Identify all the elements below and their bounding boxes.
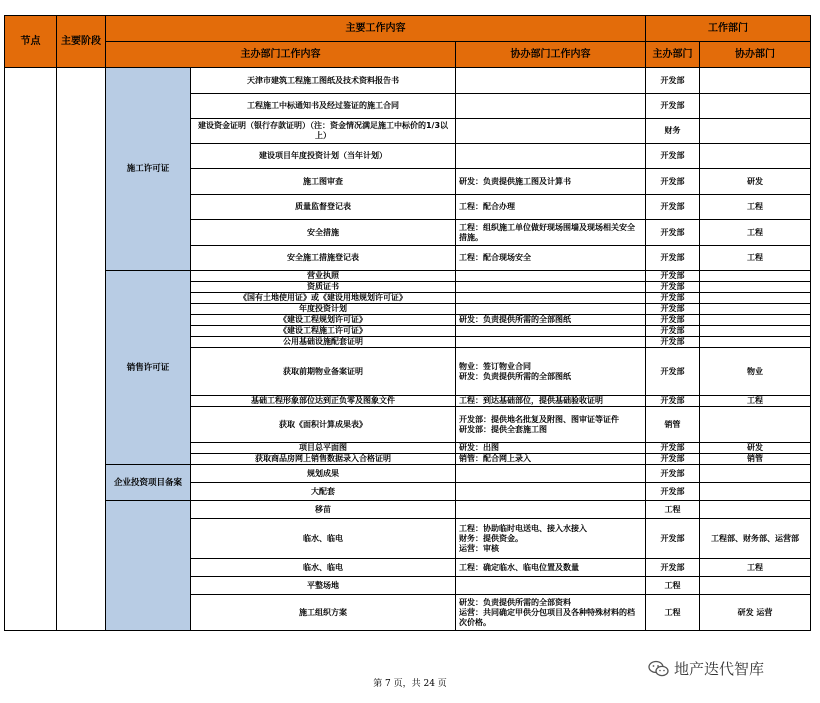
main-dept-cell: 开发部	[646, 68, 700, 94]
header-coop-work: 协办部门工作内容	[456, 42, 646, 68]
table-row	[5, 465, 811, 483]
watermark-text: 地产迭代智库	[674, 660, 765, 678]
coop-work-cell: 开发部：提供地名批复及附图、图审证等证件 研发部：提供全套施工图	[456, 407, 646, 443]
coop-work-cell	[456, 465, 646, 483]
coop-dept-cell: 工程	[700, 559, 811, 577]
coop-dept-cell	[700, 407, 811, 443]
coop-work-cell: 工程：组织施工单位做好现场围墙及现场相关安全措施。	[456, 220, 646, 246]
main-work-cell: 《建设工程规划许可证》	[191, 315, 456, 326]
main-dept-cell: 开发部	[646, 94, 700, 119]
main-work-cell: 临水、临电	[191, 559, 456, 577]
main-dept-cell: 开发部	[646, 337, 700, 348]
main-dept-cell: 开发部	[646, 144, 700, 169]
main-dept-cell: 开发部	[646, 304, 700, 315]
main-work-cell: 大配套	[191, 483, 456, 501]
main-dept-cell: 开发部	[646, 315, 700, 326]
main-dept-cell: 开发部	[646, 220, 700, 246]
coop-work-cell: 销管：配合网上录入	[456, 454, 646, 465]
main-work-cell: 获取前期物业备案证明	[191, 348, 456, 396]
coop-dept-cell	[700, 271, 811, 282]
coop-work-cell	[456, 68, 646, 94]
main-dept-cell: 工程	[646, 501, 700, 519]
coop-dept-cell	[700, 94, 811, 119]
main-dept-cell: 开发部	[646, 169, 700, 195]
wechat-icon	[648, 660, 670, 678]
coop-dept-cell	[700, 68, 811, 94]
coop-dept-cell: 研发	[700, 169, 811, 195]
coop-work-cell	[456, 282, 646, 293]
coop-dept-cell: 研发	[700, 443, 811, 454]
main-work-cell: 资质证书	[191, 282, 456, 293]
coop-work-cell	[456, 293, 646, 304]
node-stage-cell	[57, 68, 106, 631]
main-dept-cell: 开发部	[646, 519, 700, 559]
main-work-cell: 《国有土地使用证》或《建设用地规划许可证》	[191, 293, 456, 304]
main-work-cell: 工程施工中标通知书及经过鉴证的施工合同	[191, 94, 456, 119]
coop-work-cell	[456, 577, 646, 595]
coop-work-cell: 工程：配合现场安全	[456, 246, 646, 271]
coop-dept-cell	[700, 577, 811, 595]
watermark	[648, 658, 764, 679]
header-main-work: 主办部门工作内容	[106, 42, 456, 68]
main-work-cell: 基础工程形象部位达到正负零及图象文件	[191, 396, 456, 407]
main-work-cell: 建设资金证明（银行存款证明）（注：资金情况满足施工中标价的1/3以上）	[191, 119, 456, 144]
coop-dept-cell: 工程	[700, 246, 811, 271]
main-dept-cell: 开发部	[646, 465, 700, 483]
coop-work-cell	[456, 337, 646, 348]
coop-work-cell	[456, 271, 646, 282]
main-work-cell: 临水、临电	[191, 519, 456, 559]
coop-work-cell: 工程：确定临水、临电位置及数量	[456, 559, 646, 577]
table-row	[5, 271, 811, 282]
header-stage: 主要阶段	[57, 16, 106, 68]
header-dept: 工作部门	[646, 16, 811, 42]
coop-dept-cell: 工程	[700, 220, 811, 246]
coop-work-cell	[456, 304, 646, 315]
table-body	[5, 68, 811, 631]
coop-work-cell: 研发：负责提供所需的全部资料 运营：共同确定甲供分包项目及各种特殊材料的档次价格。	[456, 595, 646, 631]
coop-work-cell	[456, 483, 646, 501]
header-node: 节点	[5, 16, 57, 68]
coop-work-cell: 工程：协助临时电送电、接入水接入 财务：提供资金。 运营：审核	[456, 519, 646, 559]
stage-cell	[106, 501, 191, 631]
main-work-cell: 建设项目年度投资计划（当年计划）	[191, 144, 456, 169]
stage-cell: 施工许可证	[106, 68, 191, 271]
coop-work-cell	[456, 144, 646, 169]
main-dept-cell: 开发部	[646, 483, 700, 501]
main-dept-cell: 工程	[646, 595, 700, 631]
header-coop-dept: 协办部门	[700, 42, 811, 68]
coop-dept-cell	[700, 501, 811, 519]
coop-work-cell: 研发：负责提供所需的全部图纸	[456, 315, 646, 326]
main-dept-cell: 工程	[646, 577, 700, 595]
coop-dept-cell	[700, 337, 811, 348]
coop-dept-cell: 工程	[700, 195, 811, 220]
main-dept-cell: 开发部	[646, 454, 700, 465]
coop-work-cell	[456, 501, 646, 519]
work-table	[4, 15, 811, 631]
coop-dept-cell: 销管	[700, 454, 811, 465]
header-work: 主要工作内容	[106, 16, 646, 42]
main-work-cell: 安全施工措施登记表	[191, 246, 456, 271]
coop-dept-cell	[700, 326, 811, 337]
stage-cell: 企业投资项目备案	[106, 465, 191, 501]
coop-dept-cell	[700, 282, 811, 293]
coop-dept-cell: 工程	[700, 396, 811, 407]
table-row	[5, 68, 811, 94]
coop-dept-cell	[700, 293, 811, 304]
main-work-cell: 质量监督登记表	[191, 195, 456, 220]
coop-dept-cell: 工程部、财务部、运营部	[700, 519, 811, 559]
main-work-cell: 安全措施	[191, 220, 456, 246]
main-dept-cell: 开发部	[646, 559, 700, 577]
main-dept-cell: 开发部	[646, 282, 700, 293]
coop-work-cell: 研发：出图	[456, 443, 646, 454]
coop-dept-cell: 物业	[700, 348, 811, 396]
main-dept-cell: 开发部	[646, 195, 700, 220]
main-work-cell: 获取商品房网上销售数据录入合格证明	[191, 454, 456, 465]
main-work-cell: 年度投资计划	[191, 304, 456, 315]
coop-dept-cell	[700, 315, 811, 326]
coop-work-cell	[456, 94, 646, 119]
coop-dept-cell	[700, 483, 811, 501]
main-dept-cell: 开发部	[646, 271, 700, 282]
main-work-cell: 移苗	[191, 501, 456, 519]
main-dept-cell: 销管	[646, 407, 700, 443]
main-work-cell: 规划成果	[191, 465, 456, 483]
main-work-cell: 天津市建筑工程施工图纸及技术资料报告书	[191, 68, 456, 94]
coop-dept-cell	[700, 144, 811, 169]
main-dept-cell: 开发部	[646, 293, 700, 304]
main-work-cell: 平整场地	[191, 577, 456, 595]
main-work-cell: 获取《面积计算成果表》	[191, 407, 456, 443]
main-work-cell: 《建设工程施工许可证》	[191, 326, 456, 337]
page-footer: 第 7 页，共 24 页	[373, 679, 447, 689]
coop-work-cell: 工程：配合办理	[456, 195, 646, 220]
coop-work-cell	[456, 326, 646, 337]
header-main-dept: 主办部门	[646, 42, 700, 68]
coop-dept-cell	[700, 119, 811, 144]
coop-dept-cell	[700, 465, 811, 483]
main-dept-cell: 开发部	[646, 348, 700, 396]
main-work-cell: 营业执照	[191, 271, 456, 282]
table-row	[5, 501, 811, 519]
coop-dept-cell: 研发 运营	[700, 595, 811, 631]
main-dept-cell: 开发部	[646, 326, 700, 337]
coop-work-cell: 物业：签订物业合同 研发：负责提供所需的全部图纸	[456, 348, 646, 396]
main-work-cell: 施工组织方案	[191, 595, 456, 631]
node-cell	[5, 68, 57, 631]
main-dept-cell: 开发部	[646, 396, 700, 407]
main-work-cell: 施工图审查	[191, 169, 456, 195]
coop-dept-cell	[700, 304, 811, 315]
coop-work-cell: 研发：负责提供施工图及计算书	[456, 169, 646, 195]
main-dept-cell: 开发部	[646, 246, 700, 271]
coop-work-cell: 工程：到达基础部位，提供基础验收证明	[456, 396, 646, 407]
stage-cell: 销售许可证	[106, 271, 191, 465]
main-work-cell: 公用基础设施配套证明	[191, 337, 456, 348]
main-dept-cell: 财务	[646, 119, 700, 144]
coop-work-cell	[456, 119, 646, 144]
main-dept-cell: 开发部	[646, 443, 700, 454]
main-work-cell: 项目总平面图	[191, 443, 456, 454]
